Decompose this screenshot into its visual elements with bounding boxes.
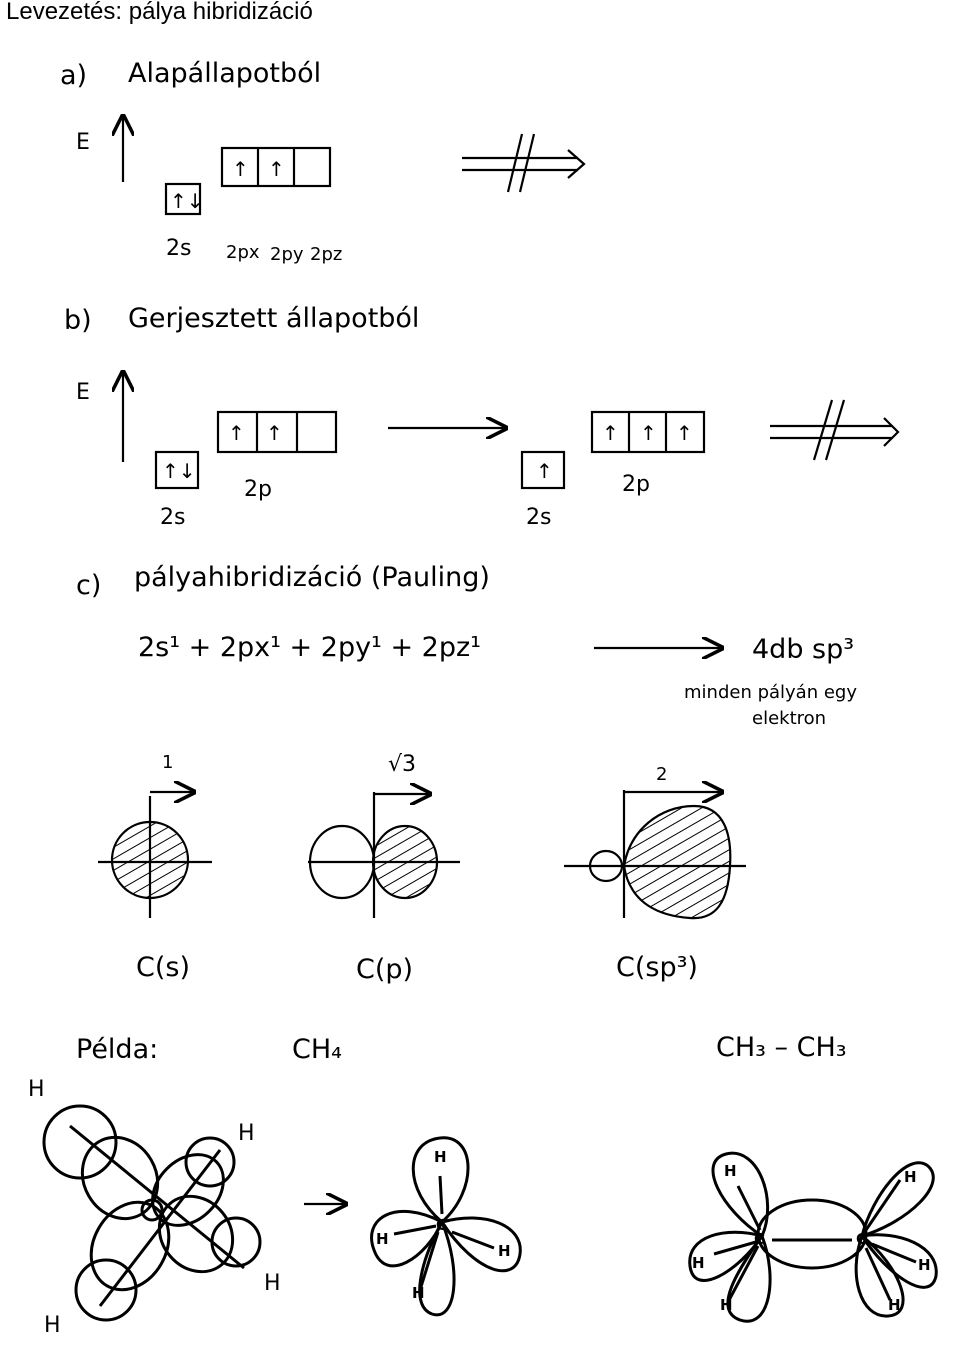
hybridization-equation: 2s¹ + 2px¹ + 2py¹ + 2pz¹ [138, 632, 481, 663]
methane-sketch-h-3: H [264, 1271, 281, 1296]
electron-2py-b2: ↑ [640, 421, 657, 445]
note-line-1: minden pályán egy [684, 682, 857, 703]
ethane-h-1: H [724, 1162, 737, 1180]
ethane-c-1: C [754, 1230, 766, 1248]
ethane-h-3: H [720, 1296, 733, 1314]
energy-label-b: E [76, 380, 90, 405]
electron-2py-a: ↑ [268, 157, 285, 181]
electron-2py-b1: ↑ [266, 421, 283, 445]
ethane-c-2: C [856, 1230, 868, 1248]
methane-h-bottom: H [412, 1284, 425, 1302]
orbital-2s-label-b2: 2s [526, 505, 552, 530]
electron-pair-2s-a: ↑↓ [170, 189, 204, 213]
electron-2px-a: ↑ [232, 157, 249, 181]
s-orbital-caption: C(s) [136, 952, 190, 983]
sp3-orbital-large-lobe [624, 806, 730, 918]
example-label: Példa: [76, 1034, 159, 1065]
section-c-label: c) [76, 570, 102, 601]
electron-2px-b2: ↑ [602, 421, 619, 445]
electron-2s-b2: ↑ [536, 459, 553, 483]
methane-orbital-overlap-sketch [44, 1106, 260, 1320]
ethane-h-6: H [888, 1296, 901, 1314]
section-a-label: a) [60, 60, 88, 91]
sp3-orbital-size-label: 2 [656, 764, 668, 785]
note-line-2: elektron [752, 708, 827, 729]
page-title: Levezetés: pálya hibridizáció [6, 0, 313, 25]
methane-h-left: H [376, 1230, 389, 1248]
methane-sketch-h-2: H [238, 1121, 255, 1146]
ethane-formula: CH₃ – CH₃ [716, 1032, 847, 1063]
electron-pair-2s-b1: ↑↓ [162, 459, 196, 483]
s-orbital-size-label: 1 [162, 752, 174, 773]
ethane-h-4: H [904, 1168, 917, 1186]
methane-sketch-h-1: H [28, 1077, 45, 1102]
methane-formula: CH₄ [292, 1034, 342, 1065]
orbital-2py-label: 2py [270, 244, 304, 265]
section-b-label: b) [64, 305, 92, 336]
section-c-heading: pályahibridizáció (Pauling) [134, 562, 490, 593]
p-orbital-caption: C(p) [356, 954, 414, 985]
section-a-heading: Alapállapotból [128, 58, 322, 89]
orbital-2s-label-b1: 2s [160, 505, 186, 530]
section-b-heading: Gerjesztett állapotból [128, 303, 420, 334]
orbital-2s-label-a: 2s [166, 236, 192, 261]
ethane-h-5: H [918, 1256, 931, 1274]
orbital-2p-label-b1: 2p [244, 477, 272, 502]
orbital-2pz-label: 2pz [310, 244, 343, 265]
methane-sketch-h-4: H [44, 1313, 61, 1338]
electron-2pz-b2: ↑ [676, 421, 693, 445]
methane-h-right: H [498, 1242, 511, 1260]
electron-2px-b1: ↑ [228, 421, 245, 445]
methane-c: C [436, 1216, 448, 1234]
hybridization-result: 4db sp³ [752, 634, 855, 665]
s-orbital-lobe [112, 822, 188, 898]
orbital-2px-label: 2px [226, 242, 260, 263]
ethane-h-2: H [692, 1254, 705, 1272]
p-orbital-size-label: √3 [388, 752, 417, 777]
orbital-2p-label-b2: 2p [622, 472, 650, 497]
methane-h-top: H [434, 1148, 447, 1166]
p-orbital-lobe-right [373, 826, 437, 898]
sp3-orbital-caption: C(sp³) [616, 952, 698, 983]
energy-label-a: E [76, 130, 90, 155]
